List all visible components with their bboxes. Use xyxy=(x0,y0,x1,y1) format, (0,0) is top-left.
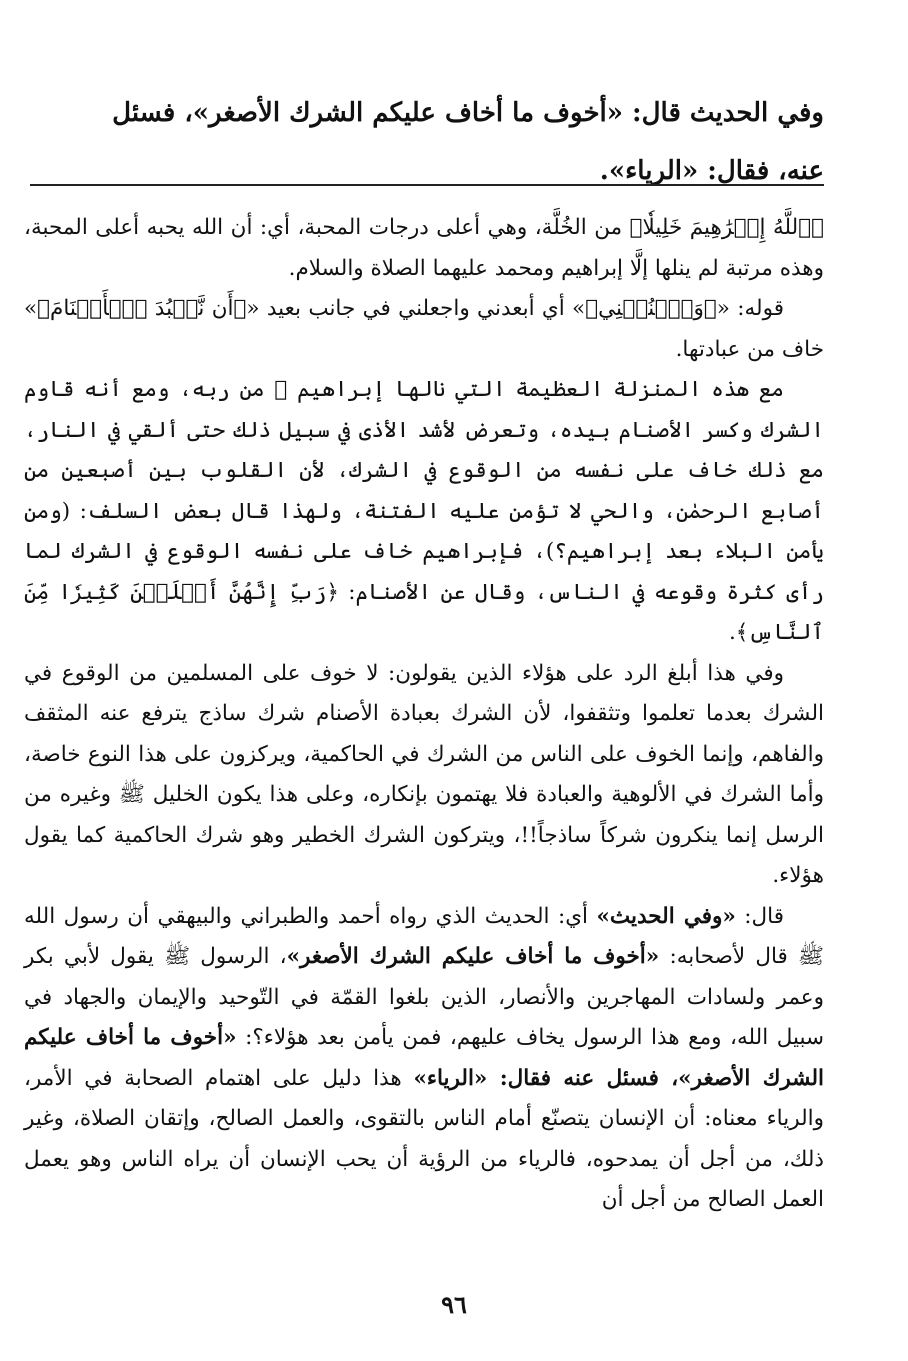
bold-quote: «وفي الحديث» xyxy=(596,903,736,929)
commentary-paragraph: قوله: «﴿وَٱجۡنُبۡنِي﴾» أي أبعدني واجعلني في جانب بعيد «﴿أَن نَّعۡبُدَ ٱلۡأَصۡنَامَ﴾» خاف من عبادتها. xyxy=(24,296,824,362)
commentary-paragraph xyxy=(24,897,824,1221)
commentary-text-run: قال: xyxy=(735,903,784,929)
bold-quote: «أخوف ما أخاف عليكم الشرك الأصغر»، فسئل عنه فقال: «الرياء» xyxy=(24,1025,825,1091)
commentary-paragraph: مع هذه المنزلة العظيمة التي نالها إبراهيم ﷺ من ربه، ومع أنه قاوم الشرك وكسر الأصنام بيده، وتعرض لأشد الأذى في سبيل ذلك حتى ألقي في النار، مع ذلك خاف على نفسه من الوقوع في الشرك، لأن القلوب بين أصبعين من أصابع الرحمٰن، والحي لا تؤمن عليه الفتنة، ولهذا قال بعض السلف: (ومن يأمن البلاء بعد إبراهيم؟)، فإبراهيم خاف على نفسه الوقوع في الشرك لما رأى كثرة وقوعه في الناس، وقال عن الأصنام: ﴿رَبِّ إِنَّهُنَّ أَضۡلَلۡنَ كَثِيرٗا مِّنَ ٱلنَّاسِ﴾. xyxy=(24,377,824,645)
main-text-line: عنه، فقال: «الرياء». xyxy=(599,156,824,186)
footnote-divider xyxy=(30,184,824,186)
bold-quote: «أخوف ما أخاف عليكم الشرك الأصغر» xyxy=(286,944,660,969)
page-number: ٩٦ xyxy=(441,1290,467,1319)
commentary-text-run: هذا دليل على اهتمام الصحابة في الأمر، والرياء معناه: أن الإنسان يتصنّع أمام الناس بالتقوى، والعمل الصالح، وإتقان الصلاة، وغير ذلك، من أجل أن يمدحوه، فالرياء من الرؤية أن يحب الإنسان أن يراه الناس وهو يعمل العمل الصالح من أجل أن xyxy=(24,1065,824,1212)
commentary-text-run: ، الرسول ﷺ يقول لأبي بكر وعمر ولسادات المهاجرين والأنصار، الذين بلغوا القمّة في التّوحيد والإيمان والجهاد في سبيل الله، ومع هذا الرسول يخاف عليهم، فمن يأمن بعد هؤلاء؟: xyxy=(24,944,824,1050)
commentary-text xyxy=(24,208,824,1221)
commentary-paragraph: ﴿ٱللَّهُ إِبۡرَٰهِيمَ خَلِيلٗا﴾ من الخُلَّة، وهي أعلى درجات المحبة، أي: أن الله يحبه أعلى المحبة، وهذه مرتبة لم ينلها إلَّا إبراهيم ومحمد عليهما الصلاة والسلام. xyxy=(24,215,824,281)
commentary-paragraph: وفي هذا أبلغ الرد على هؤلاء الذين يقولون: لا خوف على المسلمين من الوقوع في الشرك بعدما تعلموا وتثقفوا، لأن الشرك بعبادة الأصنام شرك ساذج يترفع عنه المثقف والفاهم، وإنما الخوف على الناس من الشرك في الحاكمية، ويركزون على هذا النوع خاصة، وأما الشرك في الألوهية والعبادة فلا يهتمون بإنكاره، وعلى هذا يكون الخليل ﷺ وغيره من الرسل إنما ينكرون شركاً ساذجاً!!، ويتركون الشرك الخطير وهو شرك الحاكمية كما يقول هؤلاء. xyxy=(24,660,824,888)
hadith-main-text xyxy=(27,84,824,200)
commentary-text-run: أي: الحديث الذي رواه أحمد والطبراني والبيهقي أن رسول الله ﷺ قال لأصحابه: xyxy=(24,903,824,969)
main-text-line: وفي الحديث قال: «أخوف ما أخاف عليكم الشرك الأصغر»، فسئل xyxy=(112,98,824,128)
